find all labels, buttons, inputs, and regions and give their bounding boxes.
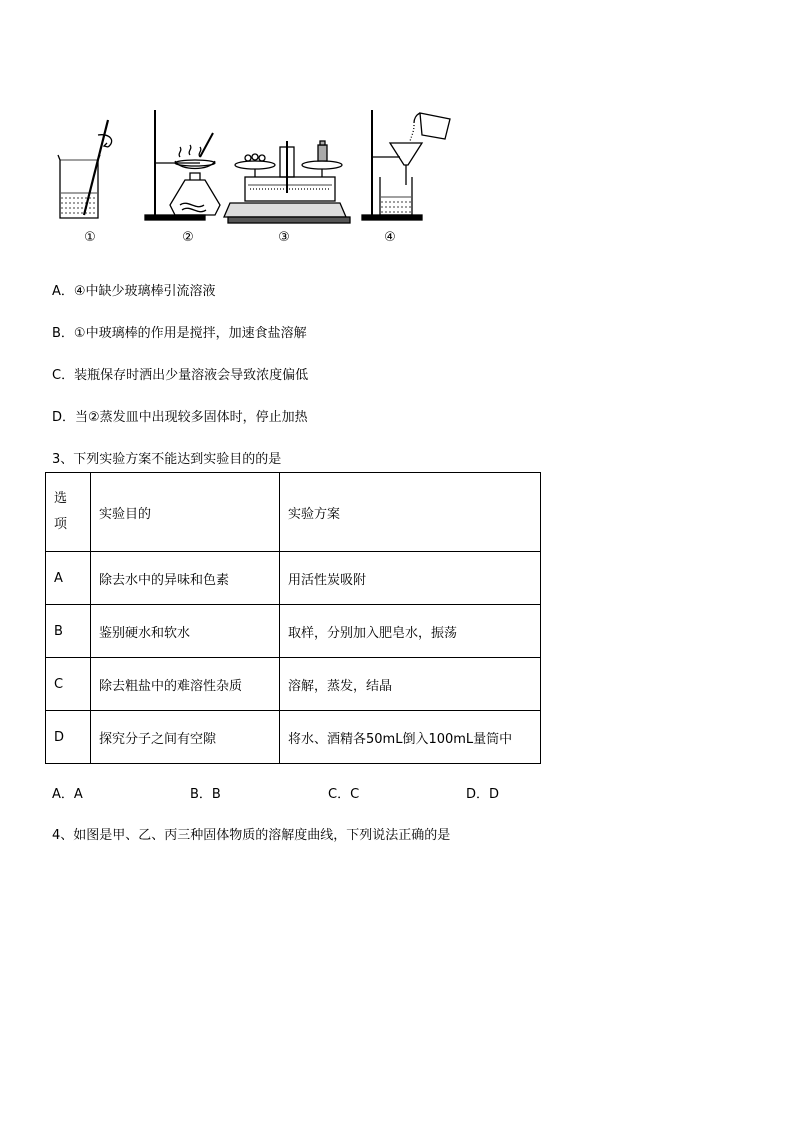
table-header-row bbox=[46, 473, 541, 552]
table-row bbox=[46, 711, 541, 764]
table-row bbox=[46, 552, 541, 605]
figure-label-4: ④ bbox=[384, 230, 396, 245]
option-c: C．装瓶保存时洒出少量溶液会导致浓度偏低 bbox=[52, 368, 309, 383]
experiment-plan-table bbox=[45, 472, 541, 764]
balance-illustration bbox=[224, 141, 350, 223]
figure-label-1: ① bbox=[84, 230, 96, 245]
row-option: C bbox=[46, 658, 91, 711]
header-purpose: 实验目的 bbox=[91, 473, 280, 552]
option-a: A．④中缺少玻璃棒引流溶液 bbox=[52, 284, 216, 299]
row-option: B bbox=[46, 605, 91, 658]
row-purpose: 除去水中的异味和色素 bbox=[91, 552, 280, 605]
beaker-stirring-illustration bbox=[58, 120, 112, 218]
filtration-illustration bbox=[362, 110, 450, 220]
row-plan: 将水、酒精各50mL倒入100mL量筒中 bbox=[280, 711, 541, 764]
figure-label-2: ② bbox=[182, 230, 194, 245]
option-d: D．当②蒸发皿中出现较多固体时，停止加热 bbox=[52, 410, 308, 425]
row-plan: 用活性炭吸附 bbox=[280, 552, 541, 605]
answer-b: B．B bbox=[190, 787, 221, 802]
answer-a: A．A bbox=[52, 787, 83, 802]
answer-c: C．C bbox=[328, 787, 360, 802]
apparatus-drawings bbox=[50, 105, 470, 230]
option-b: B．①中玻璃棒的作用是搅拌，加速食盐溶解 bbox=[52, 326, 307, 341]
row-purpose: 鉴别硬水和软水 bbox=[91, 605, 280, 658]
row-plan: 取样，分别加入肥皂水，振荡 bbox=[280, 605, 541, 658]
row-option: D bbox=[46, 711, 91, 764]
figure-label-3: ③ bbox=[278, 230, 290, 245]
row-purpose: 探究分子之间有空隙 bbox=[91, 711, 280, 764]
apparatus-figures bbox=[50, 105, 470, 255]
row-purpose: 除去粗盐中的难溶性杂质 bbox=[91, 658, 280, 711]
header-option: 选 项 bbox=[46, 473, 91, 552]
question-3-stem: 3、下列实验方案不能达到实验目的的是 bbox=[52, 452, 282, 467]
row-option: A bbox=[46, 552, 91, 605]
row-plan: 溶解，蒸发，结晶 bbox=[280, 658, 541, 711]
evaporation-illustration bbox=[145, 110, 220, 220]
question-4-stem: 4、如图是甲、乙、丙三种固体物质的溶解度曲线，下列说法正确的是 bbox=[52, 828, 451, 843]
table-row bbox=[46, 605, 541, 658]
header-plan: 实验方案 bbox=[280, 473, 541, 552]
answer-d: D．D bbox=[466, 787, 500, 802]
table-row bbox=[46, 658, 541, 711]
